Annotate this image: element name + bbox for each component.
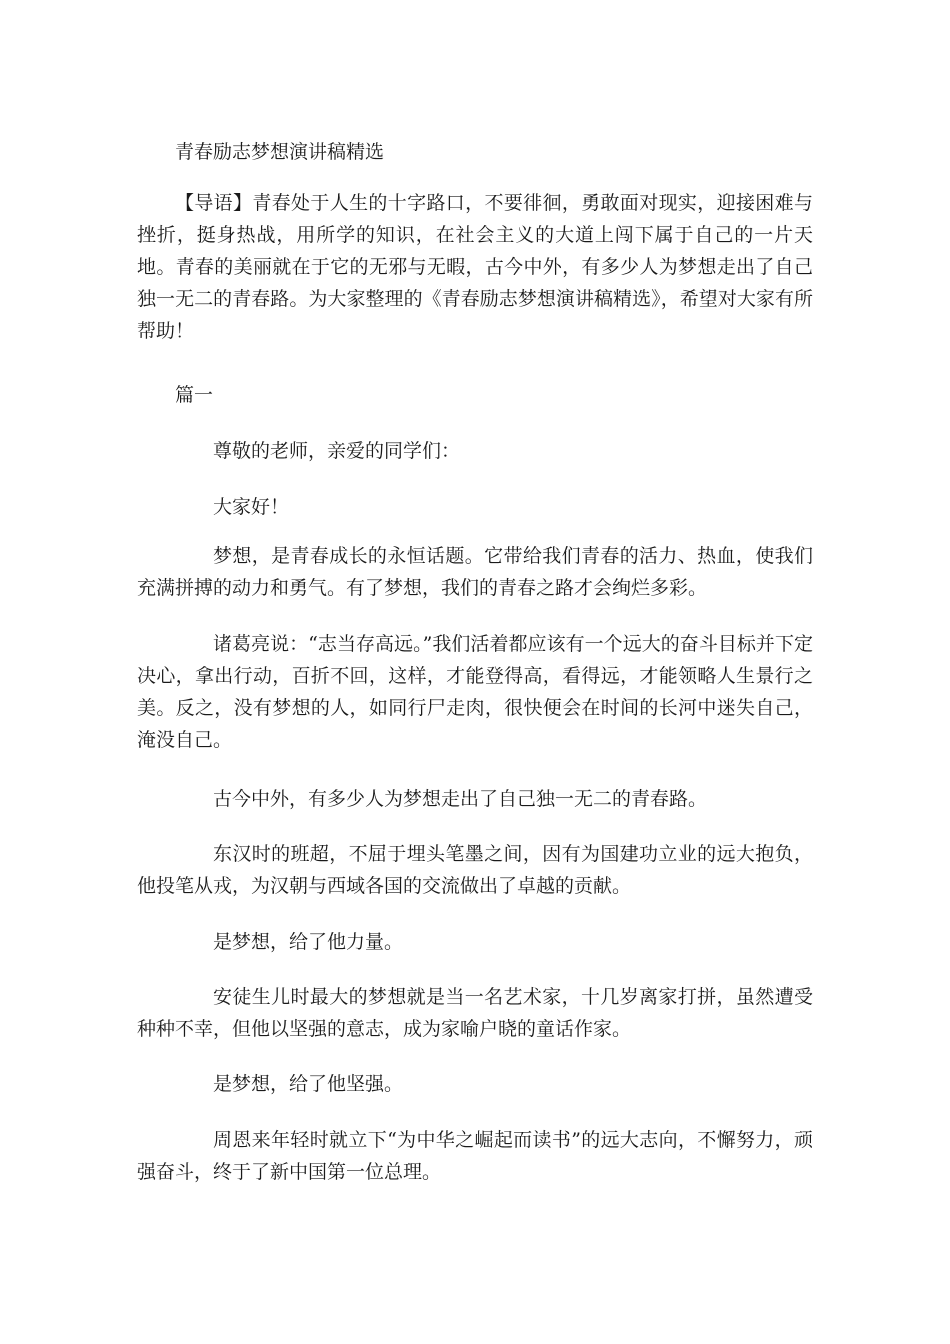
salutation: 尊敬的老师，亲爱的同学们： bbox=[213, 440, 461, 462]
body-paragraph: 诸葛亮说：“志当存高远。”我们活着都应该有一个远大的奋斗目标并下定决心，拿出行动，百折不回，这样，才能登得高，看得远，才能领略人生景行之美。反之，没有梦想的人，如同行尸走肉，很快便会在时间的长河中迷失自己，淹没自己。 bbox=[137, 633, 813, 751]
intro-paragraph: 【导语】青春处于人生的十字路口，不要徘徊，勇敢面对现实，迎接困难与挫折，挺身热战，用所学的知识，在社会主义的大道上闯下属于自己的一片天地。青春的美丽就在于它的无邪与无暇，古今中外，有多少人为梦想走出了自己独一无二的青春路。为大家整理的《青春励志梦想演讲稿精选》，希望对大家有所帮助！ bbox=[137, 192, 813, 342]
body-paragraph: 安徒生儿时最大的梦想就是当一名艺术家，十几岁离家打拼，虽然遭受种种不幸，但他以坚强的意志，成为家喻户晓的童话作家。 bbox=[137, 986, 813, 1040]
body-paragraph: 是梦想，给了他坚强。 bbox=[213, 1073, 404, 1095]
section-label: 篇一 bbox=[175, 384, 214, 406]
body-paragraph: 古今中外，有多少人为梦想走出了自己独一无二的青春路。 bbox=[213, 788, 708, 810]
body-paragraph: 是梦想，给了他力量。 bbox=[213, 931, 404, 953]
body-paragraph: 东汉时的班超，不屈于埋头笔墨之间，因有为国建功立业的远大抱负，他投笔从戎，为汉朝与西域各国的交流做出了卓越的贡献。 bbox=[137, 843, 813, 897]
body-paragraph: 梦想，是青春成长的永恒话题。它带给我们青春的活力、热血，使我们充满拼搏的动力和勇气。有了梦想，我们的青春之路才会绚烂多彩。 bbox=[137, 545, 813, 599]
body-paragraph: 周恩来年轻时就立下“为中华之崛起而读书”的远大志向，不懈努力，顽强奋斗，终于了新中国第一位总理。 bbox=[137, 1129, 813, 1183]
greeting: 大家好！ bbox=[213, 496, 290, 518]
document-title: 青春励志梦想演讲稿精选 bbox=[175, 141, 385, 163]
